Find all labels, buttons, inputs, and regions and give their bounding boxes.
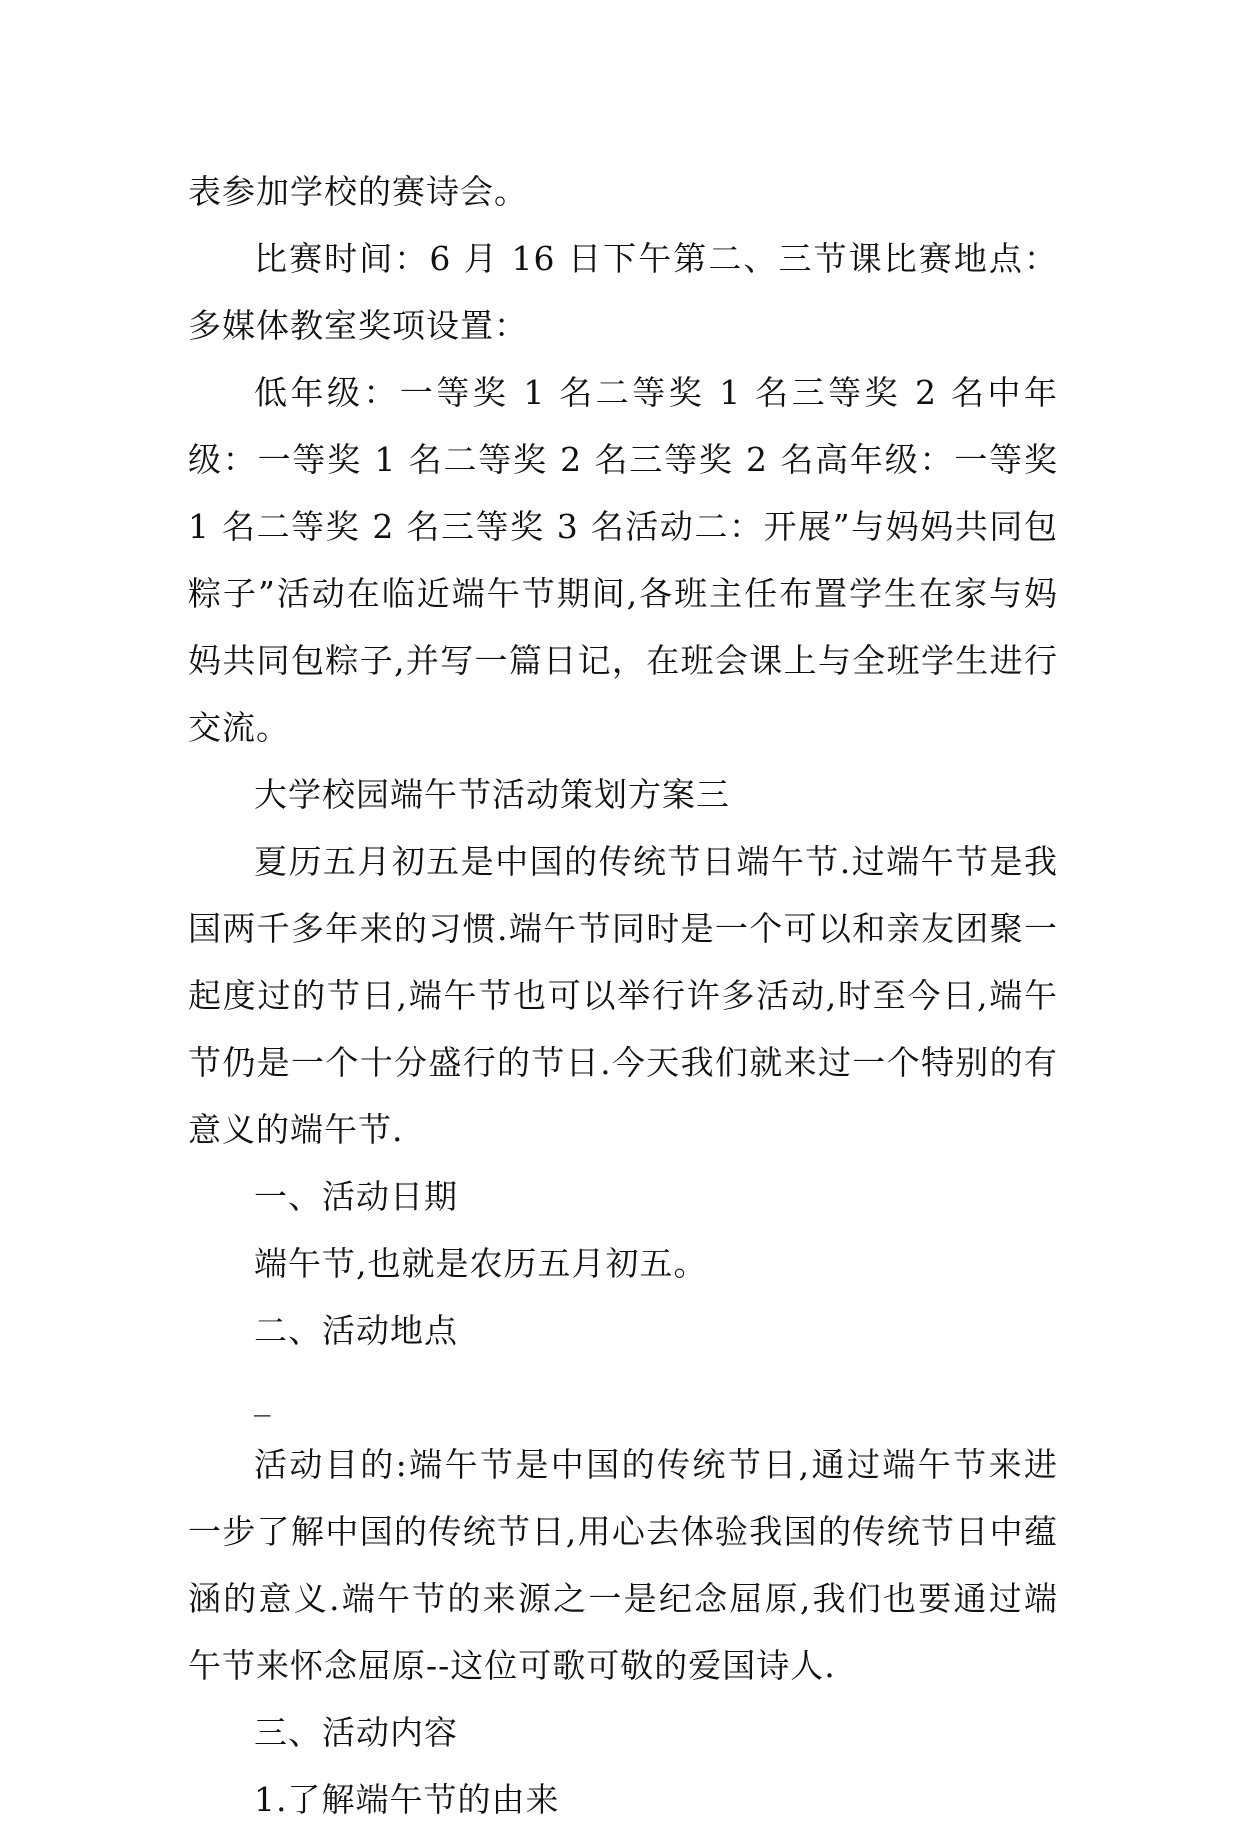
section-title-plan-three: 大学校园端午节活动策划方案三 (254, 775, 730, 814)
paragraph-competition-time: 比赛时间：6 月 16 日下午第二、三节课比赛地点：多媒体教室奖项设置： (188, 239, 1058, 345)
paragraph-awards: 低年级：一等奖 1 名二等奖 1 名三等奖 2 名中年级：一等奖 1 名二等奖 2 名三等奖 2 名高年级：一等奖 1 名二等奖 2 名三等奖 3 名活动二：开展”与妈妈共同包粽子”活动在临近端午节期间,各班主任布置学生在家与妈妈共同包粽子,并写一篇日记，在班会课上与全班学生进行交流。 (188, 373, 1058, 747)
blank-location-line: _ (254, 1378, 272, 1417)
document-body (188, 158, 1058, 1833)
heading-activity-date: 一、活动日期 (254, 1177, 458, 1216)
heading-activity-content: 三、活动内容 (254, 1713, 458, 1752)
paragraph-activity-date: 端午节,也就是农历五月初五。 (254, 1244, 708, 1283)
heading-activity-location: 二、活动地点 (254, 1311, 458, 1350)
paragraph-continuation: 表参加学校的赛诗会。 (188, 172, 528, 211)
paragraph-introduction: 夏历五月初五是中国的传统节日端午节.过端午节是我国两千多年来的习惯.端午节同时是一个可以和亲友团聚一起度过的节日,端午节也可以举行许多活动,时至今日,端午节仍是一个十分盛行的节日.今天我们就来过一个特别的有意义的端午节. (188, 842, 1058, 1149)
paragraph-activity-purpose: 活动目的:端午节是中国的传统节日,通过端午节来进一步了解中国的传统节日,用心去体验我国的传统节日中蕴涵的意义.端午节的来源之一是纪念屈原,我们也要通过端午节来怀念屈原--这位可歌可敬的爱国诗人. (188, 1445, 1058, 1685)
list-item-origin: 1.了解端午节的由来 (254, 1780, 560, 1819)
